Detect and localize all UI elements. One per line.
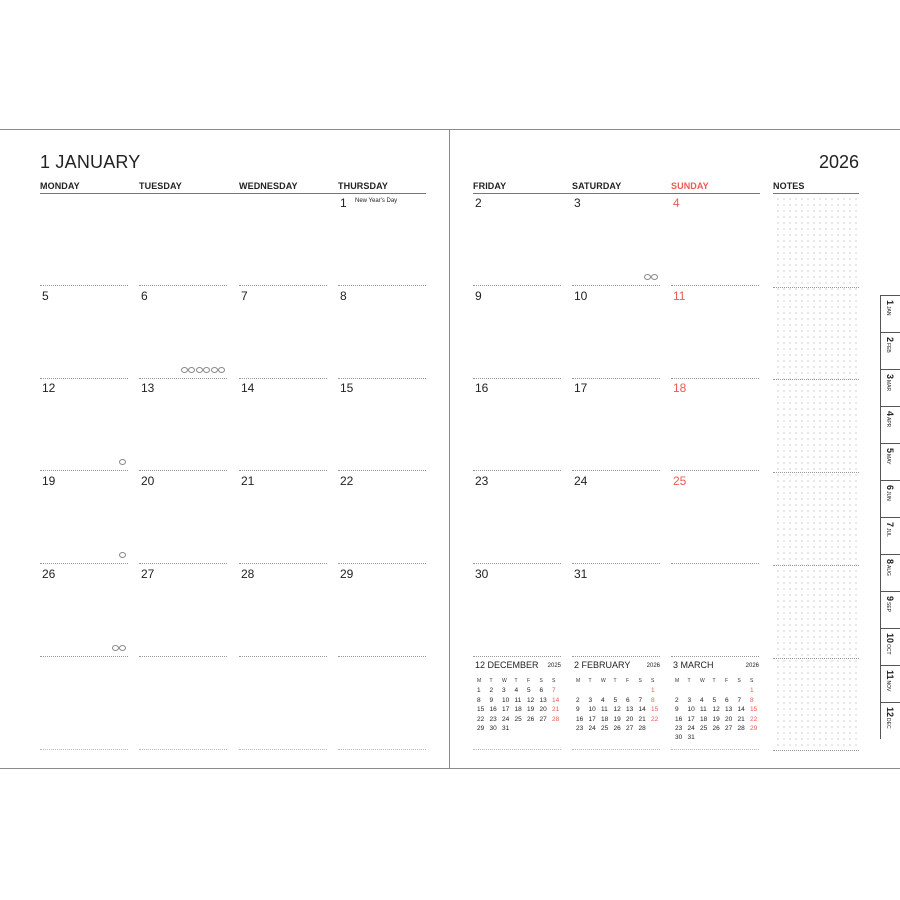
mini-day: 24 <box>502 715 510 723</box>
notes-separator <box>773 750 859 752</box>
day-cell[interactable] <box>473 287 561 379</box>
day-cell[interactable] <box>139 472 227 564</box>
mini-day: 23 <box>675 724 683 732</box>
day-number: 21 <box>241 474 255 488</box>
day-number: 5 <box>42 289 49 303</box>
month-tab-sep[interactable] <box>880 591 900 628</box>
day-cell[interactable] <box>572 472 660 564</box>
mini-day: 13 <box>725 706 733 714</box>
mini-day: 8 <box>477 696 481 704</box>
mini-day: 16 <box>489 706 497 714</box>
mini-weekday: S <box>750 678 754 684</box>
phase-circle-icon <box>644 274 651 280</box>
day-cell-empty[interactable] <box>239 658 327 750</box>
mini-day: 20 <box>539 706 547 714</box>
mini-day: 4 <box>700 696 704 704</box>
mini-day: 27 <box>725 724 733 732</box>
mini-weekday: F <box>626 678 630 684</box>
day-cell[interactable] <box>572 287 660 379</box>
moon-phase-icon <box>643 274 658 282</box>
mini-day: 9 <box>576 706 580 714</box>
mini-day: 5 <box>527 687 531 695</box>
mini-day: 20 <box>626 715 634 723</box>
month-tab-jan[interactable] <box>880 295 900 332</box>
mini-day: 7 <box>737 696 742 704</box>
moon-phase-icon <box>119 552 127 560</box>
mini-day: 12 <box>712 706 720 714</box>
mini-day: 30 <box>489 724 497 732</box>
month-tab-label: 1JAN <box>885 300 895 316</box>
day-number: 18 <box>673 381 687 395</box>
mini-calendar-grid <box>576 678 664 734</box>
mini-day <box>700 734 713 743</box>
mini-day <box>589 687 602 696</box>
mini-weekday: S <box>552 678 556 684</box>
holiday-label: New Year's Day <box>355 198 398 204</box>
mini-weekday: S <box>638 678 642 684</box>
mini-day: 12 <box>613 706 621 714</box>
day-number: 30 <box>475 567 489 581</box>
month-tab-label: 7JUL <box>885 522 895 537</box>
day-cell[interactable] <box>671 194 759 286</box>
mini-weekday: W <box>502 678 507 684</box>
day-cell[interactable] <box>338 565 426 657</box>
mini-weekday: T <box>687 678 691 684</box>
day-number: 7 <box>241 289 248 303</box>
day-cell[interactable] <box>572 565 660 657</box>
day-cell[interactable] <box>473 565 561 657</box>
month-tab-label: 5MAY <box>885 448 895 465</box>
day-cell[interactable] <box>338 472 426 564</box>
day-number: 11 <box>673 289 686 303</box>
phase-circle-icon <box>218 367 225 373</box>
day-cell[interactable] <box>139 287 227 379</box>
mini-day: 11 <box>514 696 522 704</box>
mini-day: 2 <box>489 687 494 695</box>
mini-day: 27 <box>539 715 547 723</box>
mini-day: 17 <box>502 706 510 714</box>
notes-separator <box>773 658 859 660</box>
mini-weekday: S <box>539 678 543 684</box>
day-cell[interactable] <box>40 287 128 379</box>
mini-day: 7 <box>552 687 556 695</box>
mini-day: 10 <box>502 696 510 704</box>
notes-separator <box>773 287 859 289</box>
mini-day: 1 <box>477 687 481 695</box>
mini-day: 8 <box>750 696 754 704</box>
moon-phase-icon <box>180 367 225 375</box>
month-tab-label: 12DEC <box>885 707 895 729</box>
phase-circle-icon <box>188 367 195 373</box>
day-cell-empty[interactable] <box>338 658 426 750</box>
mini-day <box>626 687 639 696</box>
mini-day: 25 <box>700 724 708 732</box>
mini-weekday: T <box>613 678 617 684</box>
mini-day: 21 <box>552 706 560 714</box>
day-cell[interactable] <box>239 565 327 657</box>
mini-calendar-year: 2026 <box>646 663 660 669</box>
mini-day <box>675 687 688 696</box>
day-number: 25 <box>673 474 687 488</box>
day-number: 29 <box>340 567 354 581</box>
mini-day: 7 <box>638 696 643 704</box>
day-cell[interactable] <box>239 287 327 379</box>
mini-weekday: M <box>675 678 680 684</box>
mini-day <box>750 734 763 743</box>
day-number: 28 <box>241 567 255 581</box>
day-number: 4 <box>673 196 680 210</box>
month-tab-label: 10OCT <box>885 633 895 655</box>
weekday-header-sunday: SUNDAY <box>671 181 709 191</box>
mini-day: 1 <box>750 687 754 695</box>
weekday-header-thursday: THURSDAY <box>338 181 388 191</box>
notes-header: NOTES <box>773 181 805 191</box>
month-tab-label: 9SEP <box>885 596 895 613</box>
phase-circle-icon <box>211 367 218 373</box>
month-tab-label: 11NOV <box>885 670 895 692</box>
month-tab-label: 2FEB <box>885 337 895 353</box>
mini-day: 24 <box>687 724 695 732</box>
mini-calendar-title: 3 MARCH <box>673 660 714 670</box>
day-cell[interactable] <box>40 194 128 286</box>
month-tab-aug[interactable] <box>880 554 900 591</box>
mini-day: 18 <box>601 715 609 723</box>
notes-separator <box>773 472 859 474</box>
page-gutter <box>449 129 450 769</box>
day-number: 19 <box>42 474 56 488</box>
month-tab-apr[interactable] <box>880 406 900 443</box>
mini-day: 6 <box>626 696 630 704</box>
day-cell[interactable] <box>239 472 327 564</box>
mini-day: 16 <box>576 715 584 723</box>
day-cell[interactable] <box>338 287 426 379</box>
phase-circle-icon <box>112 645 119 651</box>
day-number: 10 <box>574 289 588 303</box>
mini-day <box>576 687 589 696</box>
mini-day: 3 <box>588 696 593 704</box>
day-number: 16 <box>475 381 489 395</box>
notes-separator <box>773 565 859 567</box>
mini-day: 29 <box>750 724 758 732</box>
mini-day <box>515 725 528 734</box>
mini-weekday: S <box>651 678 655 684</box>
month-tab-may[interactable] <box>880 443 900 480</box>
day-number: 24 <box>574 474 588 488</box>
mini-day: 25 <box>601 724 609 732</box>
mini-day: 6 <box>725 696 729 704</box>
mini-day <box>700 687 713 696</box>
mini-day: 2 <box>675 696 679 704</box>
mini-day: 8 <box>651 696 655 704</box>
day-cell[interactable] <box>572 379 660 471</box>
mini-day: 14 <box>552 696 560 704</box>
mini-day: 26 <box>613 724 621 732</box>
mini-day <box>738 734 751 743</box>
weekday-header-monday: MONDAY <box>40 181 80 191</box>
phase-circle-icon <box>119 645 126 651</box>
day-number: 22 <box>340 474 354 488</box>
mini-day: 9 <box>675 706 679 714</box>
mini-day: 13 <box>626 706 634 714</box>
mini-day: 4 <box>514 687 519 695</box>
mini-day: 11 <box>700 706 707 714</box>
mini-weekday: S <box>737 678 741 684</box>
mini-weekday: T <box>588 678 592 684</box>
mini-day: 14 <box>737 706 745 714</box>
mini-day: 20 <box>725 715 733 723</box>
mini-day: 16 <box>675 715 683 723</box>
mini-day: 15 <box>651 706 659 714</box>
month-tab-label: 8AUG <box>885 559 895 576</box>
mini-day <box>738 687 751 696</box>
mini-day <box>527 725 540 734</box>
weekday-header-wednesday: WEDNESDAY <box>239 181 298 191</box>
phase-circle-icon <box>119 552 126 558</box>
day-number: 8 <box>340 289 347 303</box>
day-cell[interactable] <box>139 194 227 286</box>
mini-day: 1 <box>651 687 655 695</box>
day-number: 20 <box>141 474 155 488</box>
mini-day: 17 <box>687 715 695 723</box>
mini-day: 21 <box>737 715 745 723</box>
mini-day: 18 <box>700 715 708 723</box>
day-number: 1 <box>340 196 347 210</box>
mini-day: 22 <box>750 715 758 723</box>
mini-day <box>688 687 701 696</box>
month-tab-jul[interactable] <box>880 517 900 554</box>
day-number: 15 <box>340 381 354 395</box>
mini-day: 23 <box>576 724 584 732</box>
mini-weekday: W <box>700 678 705 684</box>
mini-day: 31 <box>687 734 695 742</box>
mini-day: 24 <box>588 724 596 732</box>
mini-calendar-year: 2025 <box>547 663 561 669</box>
day-number: 12 <box>42 381 56 395</box>
phase-circle-icon <box>203 367 210 373</box>
mini-calendar-title: 2 FEBRUARY <box>574 660 631 670</box>
mini-day: 28 <box>638 724 646 732</box>
day-number: 17 <box>574 381 588 395</box>
day-number: 9 <box>475 289 482 303</box>
day-cell[interactable] <box>40 472 128 564</box>
mini-day <box>713 687 726 696</box>
mini-day: 10 <box>687 706 695 714</box>
day-number: 26 <box>42 567 56 581</box>
day-cell[interactable] <box>473 472 561 564</box>
mini-day: 25 <box>514 715 522 723</box>
day-number: 6 <box>141 289 148 303</box>
mini-day: 26 <box>527 715 535 723</box>
mini-day: 2 <box>576 696 580 704</box>
month-tab-nov[interactable] <box>880 665 900 702</box>
month-tab-dec[interactable] <box>880 702 900 739</box>
day-number: 27 <box>141 567 155 581</box>
phase-circle-icon <box>196 367 203 373</box>
day-cell[interactable] <box>671 379 759 471</box>
moon-phase-icon <box>119 459 127 467</box>
day-number: 2 <box>475 196 482 210</box>
phase-circle-icon <box>651 274 658 280</box>
day-cell[interactable] <box>40 379 128 471</box>
weekday-header-saturday: SATURDAY <box>572 181 622 191</box>
day-cell[interactable] <box>139 379 227 471</box>
day-cell[interactable] <box>473 379 561 471</box>
mini-day <box>725 687 738 696</box>
mini-day: 27 <box>626 724 634 732</box>
mini-day: 28 <box>737 724 745 732</box>
mini-day: 21 <box>638 715 646 723</box>
month-tab-oct[interactable] <box>880 628 900 665</box>
mini-day: 26 <box>712 724 720 732</box>
mini-calendar-year: 2026 <box>745 663 759 669</box>
day-number: 13 <box>141 381 155 395</box>
mini-day: 9 <box>489 696 494 704</box>
month-tab-jun[interactable] <box>880 480 900 517</box>
year-title: 2026 <box>818 152 859 172</box>
mini-day: 15 <box>750 706 758 714</box>
planner-spread <box>0 129 900 769</box>
mini-day: 22 <box>651 715 659 723</box>
mini-day <box>713 734 726 743</box>
mini-calendar-title: 12 DECEMBER <box>475 660 539 670</box>
mini-day: 22 <box>477 715 485 723</box>
mini-day: 30 <box>675 734 683 742</box>
phase-circle-icon <box>119 459 126 465</box>
mini-calendar-grid <box>477 678 565 734</box>
mini-day: 19 <box>712 715 720 723</box>
mini-day <box>725 734 738 743</box>
day-cell[interactable] <box>139 565 227 657</box>
mini-day: 23 <box>489 715 497 723</box>
mini-day <box>601 687 614 696</box>
weekday-header-tuesday: TUESDAY <box>139 181 182 191</box>
mini-day <box>614 687 627 696</box>
mini-day <box>639 687 652 696</box>
notes-separator <box>773 379 859 381</box>
mini-day: 3 <box>687 696 692 704</box>
mini-weekday: T <box>514 678 518 684</box>
mini-day: 4 <box>601 696 605 704</box>
day-cell[interactable] <box>671 472 759 564</box>
mini-day: 29 <box>477 724 485 732</box>
month-tab-label: 3MAR <box>885 374 895 392</box>
mini-day: 18 <box>514 706 522 714</box>
mini-weekday: W <box>601 678 606 684</box>
day-cell[interactable] <box>338 194 426 286</box>
mini-weekday: T <box>489 678 493 684</box>
mini-day: 14 <box>638 706 646 714</box>
day-cell[interactable] <box>338 379 426 471</box>
month-tab-mar[interactable] <box>880 369 900 406</box>
day-cell-empty[interactable] <box>139 658 227 750</box>
mini-day: 19 <box>527 706 535 714</box>
mini-weekday: T <box>712 678 716 684</box>
mini-day <box>540 725 553 734</box>
day-number: 3 <box>574 196 581 210</box>
day-number: 23 <box>475 474 489 488</box>
month-tab-feb[interactable] <box>880 332 900 369</box>
mini-day: 5 <box>613 696 618 704</box>
mini-day <box>651 725 664 734</box>
weekday-header-friday: FRIDAY <box>473 181 507 191</box>
day-cell[interactable] <box>239 379 327 471</box>
month-tab-label: 4APR <box>885 411 895 428</box>
day-cell[interactable] <box>671 287 759 379</box>
mini-day: 19 <box>613 715 621 723</box>
day-cell[interactable] <box>473 194 561 286</box>
day-cell[interactable] <box>572 194 660 286</box>
mini-day: 12 <box>527 696 535 704</box>
mini-calendar-grid <box>675 678 763 744</box>
month-tab-label: 6JUN <box>885 485 895 501</box>
mini-day: 31 <box>502 724 510 732</box>
day-cell[interactable] <box>239 194 327 286</box>
mini-day: 17 <box>588 715 596 723</box>
day-cell[interactable] <box>671 565 759 657</box>
day-number: 14 <box>241 381 255 395</box>
mini-day: 13 <box>539 696 547 704</box>
mini-day: 28 <box>552 715 560 723</box>
day-cell[interactable] <box>40 565 128 657</box>
month-title: 1 JANUARY <box>40 152 141 172</box>
mini-day: 6 <box>539 687 544 695</box>
mini-weekday: F <box>725 678 729 684</box>
mini-weekday: F <box>527 678 531 684</box>
day-cell-empty[interactable] <box>40 658 128 750</box>
mini-day: 15 <box>477 706 485 714</box>
mini-day: 11 <box>601 706 608 714</box>
moon-phase-icon <box>111 645 126 653</box>
phase-circle-icon <box>181 367 188 373</box>
mini-day <box>552 725 565 734</box>
mini-weekday: M <box>576 678 581 684</box>
mini-day: 10 <box>588 706 596 714</box>
day-number: 31 <box>574 567 588 581</box>
mini-day: 3 <box>502 687 506 695</box>
mini-weekday: M <box>477 678 482 684</box>
mini-day: 5 <box>712 696 717 704</box>
